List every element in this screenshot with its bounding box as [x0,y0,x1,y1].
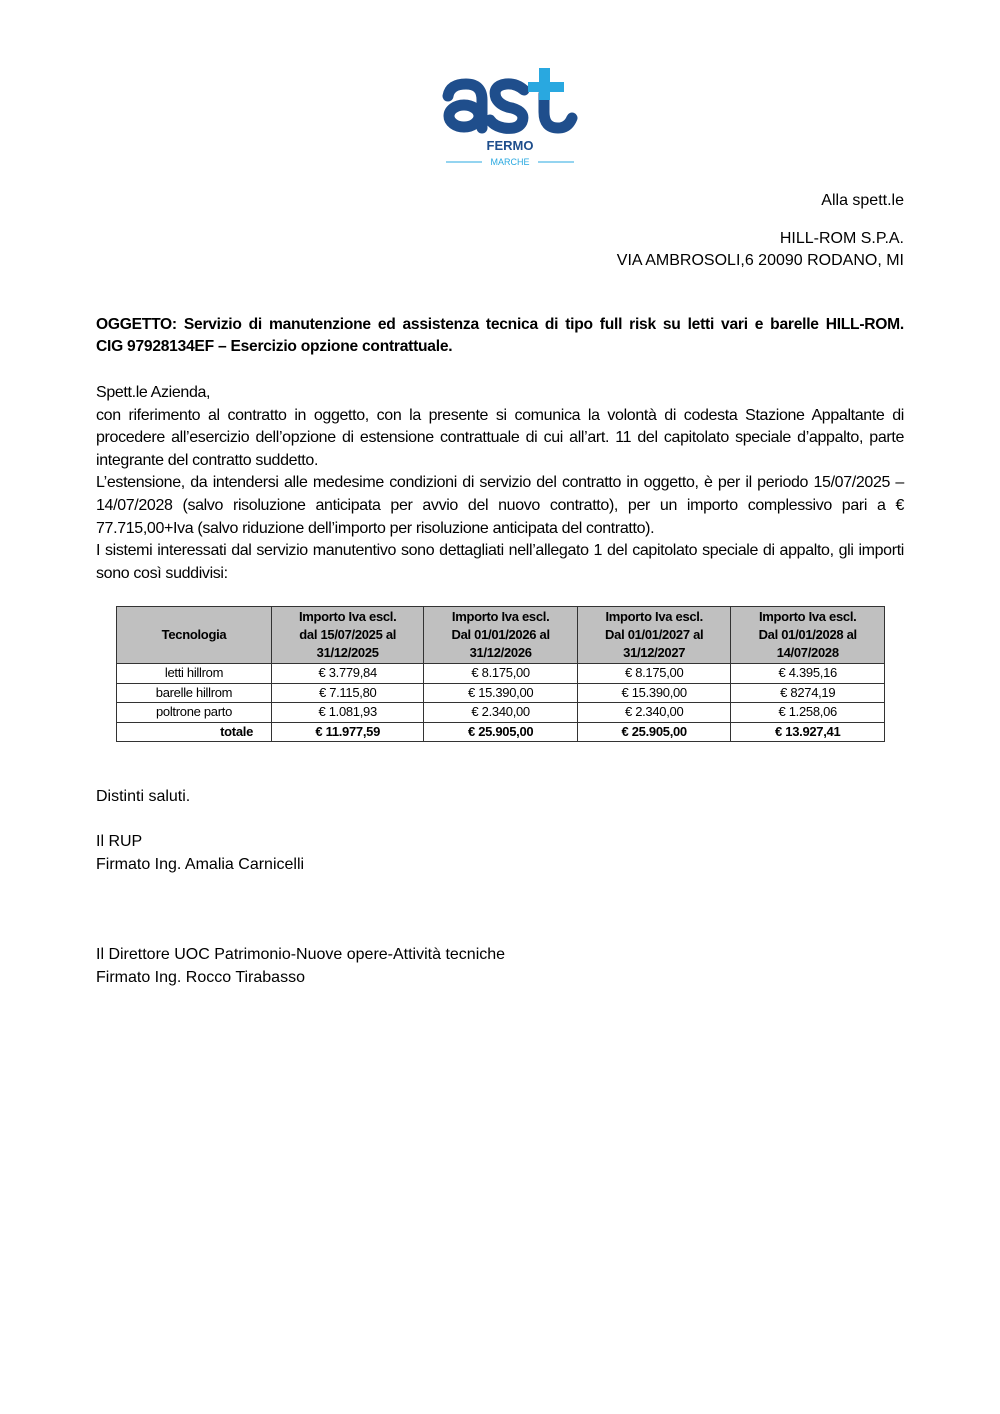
cell-value: € 1.258,06 [731,703,885,723]
total-label: totale [117,722,272,742]
director-signature-block [96,944,505,989]
ast-fermo-logo [440,66,580,170]
cell-value: € 15.390,00 [424,683,578,703]
header-period-2026: Importo Iva escl. Dal 01/01/2026 al 31/12/2026 [424,607,578,664]
salutation: Spett.le Azienda, [96,384,211,401]
logo-city: FERMO [486,138,534,153]
cell-value: € 7.115,80 [272,683,424,703]
total-value: € 25.905,00 [577,722,731,742]
cell-value: € 2.340,00 [424,703,578,723]
recipient-address: VIA AMBROSOLI,6 20090 RODANO, MI [616,252,904,269]
header-tecnologia: Tecnologia [117,607,272,664]
closing-regards: Distinti saluti. [96,788,191,805]
cell-value: € 1.081,93 [272,703,424,723]
subject-block [96,314,904,358]
row-label: poltrone parto [117,703,272,723]
logo-region: MARCHE [490,157,530,167]
header-period-2027: Importo Iva escl. Dal 01/01/2027 al 31/12/2027 [577,607,731,664]
amounts-table [116,606,885,742]
header-period-2028: Importo Iva escl. Dal 01/01/2028 al 14/07/2028 [731,607,885,664]
total-value: € 13.927,41 [731,722,885,742]
table-row [117,703,885,723]
cell-value: € 8.175,00 [577,664,731,684]
rup-signature-block [96,831,304,876]
cell-value: € 8.175,00 [424,664,578,684]
body-paragraph-1: con riferimento al contratto in oggetto, con la presente si comunica la volontà di codesta Stazione Appaltante di procedere all’esercizio dell’opzione di estensione contrattuale di cui all’art. 11 del capitolato speciale d’appalto, parte integrante del contratto suddetto. [96,406,904,469]
director-title: Il Direttore UOC Patrimonio-Nuove opere-Attività tecniche [96,946,506,963]
rup-title: Il RUP [96,833,143,850]
table-header-row [117,607,885,664]
header-period-2025: Importo Iva escl. dal 15/07/2025 al 31/12/2025 [272,607,424,664]
cell-value: € 4.395,16 [731,664,885,684]
director-signature: Firmato Ing. Rocco Tirabasso [96,968,305,986]
table-row [117,683,885,703]
body-paragraph-2: L’estensione, da intendersi alle medesime condizioni di servizio del contratto in oggetto, è per il periodo 15/07/2025 – 14/07/2028 (salvo risoluzione anticipata per avvio del nuovo contratto), per un importo complessivo pari a € 77.715,00+Iva (salvo riduzione dell’importo per risoluzione anticipata del contratto). [96,474,904,537]
body-paragraph-3: I sistemi interessati dal servizio manutentivo sono dettagliati nell’allegato 1 del capitolato speciale di appalto, gli importi sono così suddivisi: [96,542,904,582]
logo-mark [440,66,580,170]
table-total-row [117,722,885,742]
total-value: € 11.977,59 [272,722,424,742]
row-label: letti hillrom [117,664,272,684]
row-label: barelle hillrom [117,683,272,703]
table-row [117,664,885,684]
rup-signature: Firmato Ing. Amalia Carnicelli [96,855,305,873]
recipient-greeting: Alla spett.le [821,192,904,209]
cell-value: € 3.779,84 [272,664,424,684]
subject-line-1: OGGETTO: Servizio di manutenzione ed assistenza tecnica di tipo full risk su letti vari e barelle HILL-ROM. [96,316,904,333]
letter-body [96,382,904,585]
recipient-company: HILL-ROM S.P.A. [779,230,904,247]
cell-value: € 2.340,00 [577,703,731,723]
recipient-address-block [617,228,904,272]
total-value: € 25.905,00 [424,722,578,742]
cell-value: € 8274,19 [731,683,885,703]
cell-value: € 15.390,00 [577,683,731,703]
subject-line-2: CIG 97928134EF – Esercizio opzione contrattuale. [96,338,453,355]
